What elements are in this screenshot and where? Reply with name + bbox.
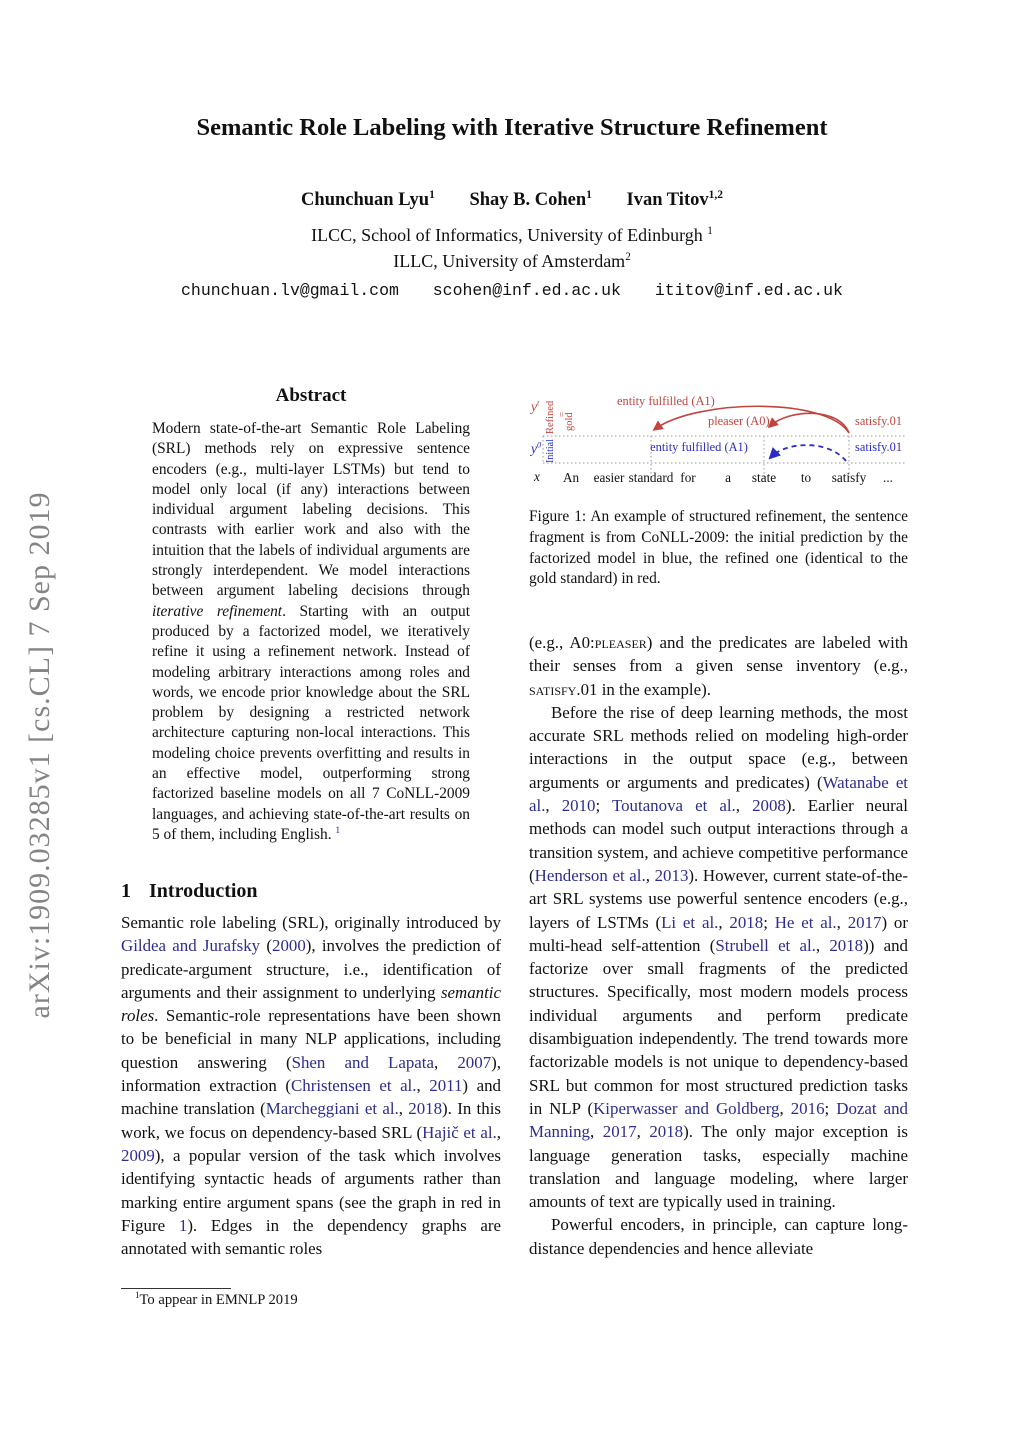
citation-link[interactable]: Toutanova et al. xyxy=(611,796,736,816)
citation-link[interactable]: 1 xyxy=(178,1215,188,1235)
sentence-word: a xyxy=(725,470,731,485)
refined-equals: = xyxy=(557,411,567,417)
citation-link[interactable]: Dozat and Manning xyxy=(529,1098,908,1142)
sentence-word: ... xyxy=(883,470,893,485)
sentence-word: easier xyxy=(593,470,625,485)
sentence-word: state xyxy=(751,470,777,485)
initial-axis-text: Initial xyxy=(545,439,556,463)
citation-link[interactable]: 2007 xyxy=(457,1052,492,1072)
sentence-word: for xyxy=(680,470,696,485)
citation-link[interactable]: 2018 xyxy=(408,1099,443,1119)
email-address: scohen@inf.ed.ac.uk xyxy=(432,281,621,300)
sentence-word: to xyxy=(800,470,812,485)
citation-link[interactable]: 2013 xyxy=(654,865,689,885)
entity-fulfilled-a1-blue-label: entity fulfilled (A1) xyxy=(650,440,748,454)
footnote: $^1$To appear in EMNLP 2019 xyxy=(121,1288,501,1309)
smallcaps-text: satisfy xyxy=(529,679,577,699)
citation-link[interactable]: 2011 xyxy=(429,1076,463,1096)
citation-link[interactable]: Christensen et al. xyxy=(291,1076,417,1096)
refined-row-label: $y^t$ xyxy=(531,398,540,414)
satisfy-01-red-label: satisfy.01 xyxy=(855,414,903,428)
citation-link[interactable]: Shen and Lapata xyxy=(291,1052,434,1072)
citation-link[interactable]: Marcheggiani et al. xyxy=(265,1099,399,1119)
refined-axis-text: Refined xyxy=(545,400,556,434)
footnote-marker-link[interactable]: 1 xyxy=(335,824,341,836)
citation-link[interactable]: Kiperwasser and Goldberg xyxy=(593,1098,780,1118)
abstract-heading: Abstract xyxy=(275,385,347,406)
abstract-text: Modern state-of-the-art Semantic Role Labeling (SRL) methods rely on expressive sentence encoders (e.g., multi-layer LSTMs) but tend to model only local (if any) interactions between individual argument labeling decisions. This contrasts with earlier work and also with the intuition that the labels of individual arguments are strongly interdependent. We model interactions between argument labeling decisions through iterative refinement. Starting with an output produced by a factorized model, we iteratively refine it using a refinement network. Instead of modeling arbitrary interactions among roles and words, we encode prior knowledge about the SRL problem by designing a restricted network architecture capturing non-local interactions. This modeling choice prevents overfitting and results in an effective model, outperforming strong factorized baseline models on all 7 CoNLL-2009 languages, and achieving state-of-the-art results on 5 of them, including English. $^1$ xyxy=(152,420,470,843)
citation-link[interactable]: Li et al. xyxy=(661,912,719,932)
paper-title: Semantic Role Labeling with Iterative Structure Refinement xyxy=(196,114,828,141)
citation-link[interactable]: 2016 xyxy=(790,1098,825,1118)
affiliation-line-2: ILLC, University of Amsterdam$^2$ xyxy=(393,251,631,271)
footnote-rule xyxy=(121,1288,231,1289)
author: Chunchuan Lyu$^1$ xyxy=(301,188,435,210)
citation-link[interactable]: 2000 xyxy=(272,936,306,956)
italic-text: semantic roles xyxy=(121,982,501,1026)
citation-link[interactable]: 2018 xyxy=(649,1122,684,1142)
citation-link[interactable]: 2018 xyxy=(729,912,764,932)
body-paragraph: (e.g., A0:pleaser) and the predicates are labeled with their senses from a given sense inventory (e.g., satisfy.01 in the example). xyxy=(529,633,908,699)
citation-link[interactable]: 2017 xyxy=(847,912,882,932)
citation-link[interactable]: 2010 xyxy=(561,796,596,816)
sentence-word: An xyxy=(562,470,580,485)
citation-link[interactable]: Henderson et al. xyxy=(534,865,646,885)
entity-fulfilled-a1-red-label: entity fulfilled (A1) xyxy=(617,394,715,408)
citation-link[interactable]: Gildea and Jurafsky xyxy=(121,936,261,956)
email-address: ititov@inf.ed.ac.uk xyxy=(654,281,843,300)
refined-gold-text: gold xyxy=(564,412,575,431)
initial-row-label: $y^0$ xyxy=(531,440,542,456)
blue-arc-initial xyxy=(771,445,846,461)
pleaser-a0-label: pleaser (A0) xyxy=(708,414,770,428)
figure-caption: Figure 1: An example of structured refinement, the sentence fragment is from CoNLL-2009: the initial prediction by the factorized model in blue, the refined one (identical to the gold standard) in red. xyxy=(529,508,908,588)
emails-line xyxy=(0,281,1024,300)
body-paragraph: Before the rise of deep learning methods, the most accurate SRL methods relied on modeling high-order interactions in the output space (e.g., between arguments or arguments and predicates) (Watanabe et al., 2010; Toutanova et al., 2008). Earlier neural methods can model such output interactions through a transition system, and achieve competitive performance (Henderson et al., 2013). However, current state-of-the-art SRL systems use powerful sentence encoders (e.g., layers of LSTMs (Li et al., 2018; He et al., 2017) or multi-head self-attention (Strubell et al., 2018)) and factorize over small fragments of the predicted structures. Specifically, most modern models process individual arguments and perform predicate disambiguation independently. The trend towards more factorizable models is not unique to dependency-based SRL but common for most structured prediction tasks in NLP (Kiperwasser and Goldberg, 2016; Dozat and Manning, 2017, 2018). The only major exception is language generation tasks, especially machine translation and language modeling, where larger amounts of text are typically used in training. xyxy=(529,702,909,1212)
citation-link[interactable]: He et al. xyxy=(774,912,837,932)
sentence-word: standard xyxy=(628,470,674,485)
italic-text: iterative refinement xyxy=(152,602,283,620)
smallcaps-text: pleaser xyxy=(594,633,647,652)
citation-link[interactable]: Strubell et al. xyxy=(715,935,816,955)
right-column-text xyxy=(529,631,908,1260)
body-paragraph: Powerful encoders, in principle, can capture long-distance dependencies and hence alleviate xyxy=(529,1215,908,1258)
author: Ivan Titov$^{1,2}$ xyxy=(626,188,723,210)
email-address: chunchuan.lv@gmail.com xyxy=(181,281,399,300)
figure-1 xyxy=(529,383,908,495)
citation-link[interactable]: Watanabe et al. xyxy=(529,772,909,816)
sentence-row-label: x xyxy=(534,469,540,484)
intro-paragraph: Semantic role labeling (SRL), originally introduced by Gildea and Jurafsky (2000), involves the prediction of predicate-argument structure, i.e., identification of arguments and their assignment to underlying semantic roles. Semantic-role representations have been shown to be beneficial in many NLP applications, including question answering (Shen and Lapata, 2007), information extraction (Christensen et al., 2011) and machine translation (Marcheggiani et al., 2018). In this work, we focus on dependency-based SRL (Hajič et al., 2009), a popular version of the task which involves identifying syntactic heads of arguments rather than marking entire argument spans (see the graph in red in Figure 1). Edges in the dependency graphs are annotated with semantic roles xyxy=(121,913,502,1259)
red-arc-pleaser xyxy=(770,413,849,433)
arxiv-watermark: arXiv:1909.03285v1 [cs.CL] 7 Sep 2019 xyxy=(23,491,56,1019)
author-line xyxy=(0,190,1024,211)
citation-link[interactable]: 2008 xyxy=(752,796,786,816)
sentence-word: satisfy xyxy=(831,470,867,485)
citation-link[interactable]: Hajič et al. xyxy=(422,1122,497,1142)
section-heading-introduction: 1 Introduction xyxy=(121,880,258,902)
citation-link[interactable]: 2018 xyxy=(829,935,864,955)
author: Shay B. Cohen$^1$ xyxy=(469,188,592,210)
affiliation-line-1: ILCC, School of Informatics, University of Edinburgh $^1$ xyxy=(311,225,713,245)
satisfy-01-blue-label: satisfy.01 xyxy=(855,440,903,454)
citation-link[interactable]: 2009 xyxy=(121,1145,155,1165)
citation-link[interactable]: 2017 xyxy=(602,1122,637,1142)
